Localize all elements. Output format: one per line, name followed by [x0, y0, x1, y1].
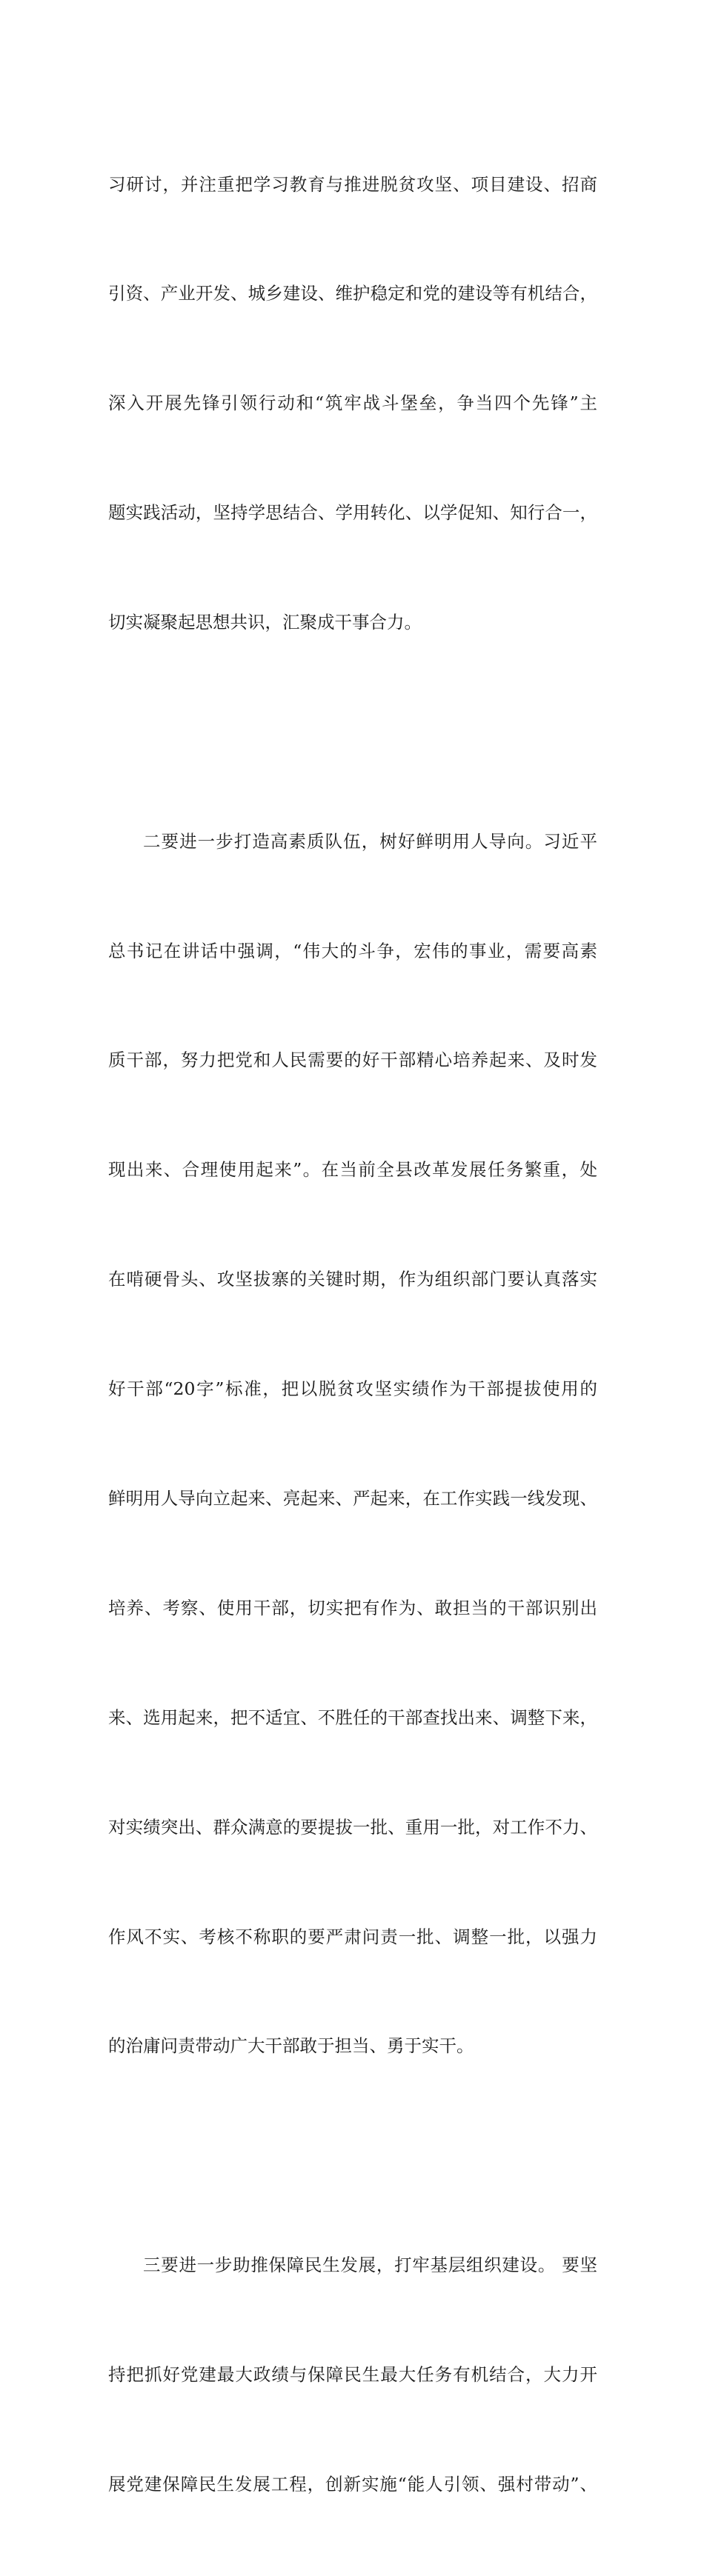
paragraph-line: 持把抓好党建最大政绩与保障民生最大任务有机结合，大力开 — [108, 2363, 597, 2385]
paragraph-line: 好干部“20字”标准，把以脱贫攻坚实绩作为干部提拔使用的 — [108, 1378, 597, 1400]
paragraph-line: 习研讨，并注重把学习教育与推进脱贫攻坚、项目建设、招商 — [108, 173, 597, 195]
paragraph-line: 对实绩突出、群众满意的要提拔一批、重用一批，对工作不力、 — [108, 1816, 597, 1838]
paragraph-line: 的治庸问责带动广大干部敢于担当、勇于实干。 — [108, 2035, 474, 2057]
paragraph-line: 引资、产业开发、城乡建设、维护稳定和党的建设等有机结合， — [108, 283, 597, 304]
paragraph-line: 培养、考察、使用干部，切实把有作为、敢担当的干部识别出 — [108, 1597, 597, 1618]
document-body — [108, 93, 597, 2576]
paragraph-line: 总书记在讲话中强调，“伟大的斗争，宏伟的事业，需要高素 — [108, 940, 597, 961]
paragraph-line: 鲜明用人导向立起来、亮起来、严起来，在工作实践一线发现、 — [108, 1487, 597, 1509]
paragraph-line: 来、选用起来，把不适宜、不胜任的干部查找出来、调整下来， — [108, 1706, 597, 1728]
paragraph-line: 题实践活动，坚持学思结合、学用转化、以学促知、知行合一， — [108, 502, 597, 524]
paragraph-line: 深入开展先锋引领行动和“筑牢战斗堡垒，争当四个先锋”主 — [108, 393, 597, 414]
paragraph-line: 切实凝聚起思想共识，汇聚成干事合力。 — [108, 612, 422, 633]
paragraph-line: 三要进一步助推保障民生发展，打牢基层组织建设。 要坚 — [143, 2254, 597, 2275]
paragraph-line: 在啃硬骨头、攻坚拔寨的关键时期，作为组织部门要认真落实 — [108, 1269, 597, 1290]
paragraph-line: 二要进一步打造高素质队伍，树好鲜明用人导向。习近平 — [143, 830, 597, 852]
paragraph-line: 现出来、合理使用起来”。在当前全县改革发展任务繁重，处 — [108, 1159, 597, 1181]
paragraph-line: 展党建保障民生发展工程，创新实施“能人引领、强村带动”、 — [108, 2473, 597, 2495]
paragraph-line: 作风不实、考核不称职的要严肃问责一批、调整一批，以强力 — [108, 1926, 597, 1947]
paragraph-2 — [108, 750, 597, 2138]
paragraph-line: 质干部，努力把党和人民需要的好干部精心培养起来、及时发 — [108, 1050, 597, 1071]
paragraph-3 — [108, 2174, 597, 2575]
paragraph-1 — [108, 93, 597, 714]
